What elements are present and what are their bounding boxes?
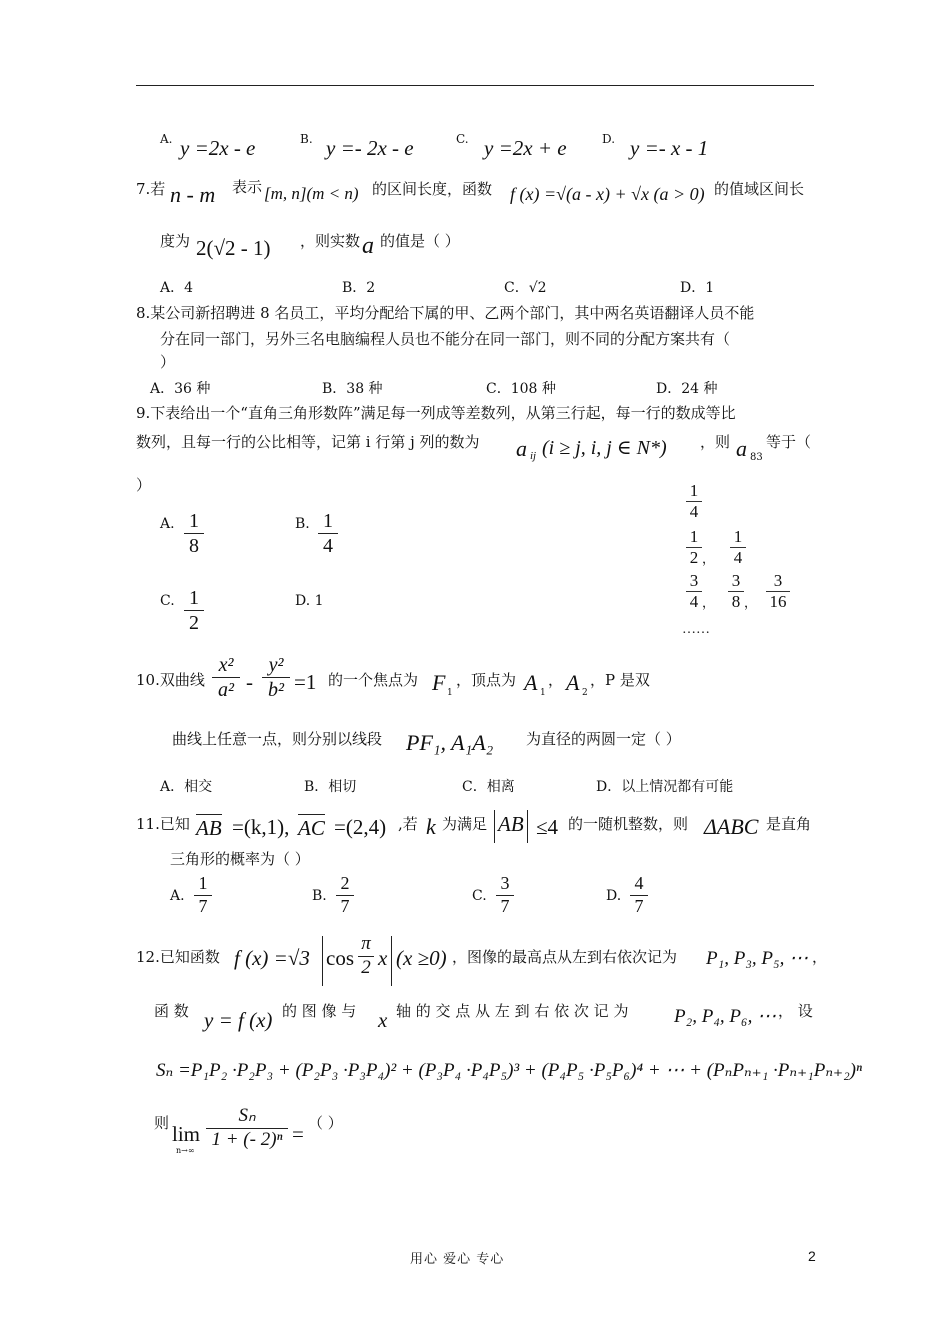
q7-number: 7.若	[136, 180, 166, 198]
q9-option-d: D. 1	[295, 593, 324, 609]
numerator: x²	[218, 654, 234, 676]
array-comma: ，	[702, 595, 716, 610]
numerator: 1	[733, 527, 743, 546]
q8-option-b: B．38 种	[322, 381, 383, 397]
q10-vertex-2-sub: 2	[582, 688, 588, 698]
denominator: 16	[769, 591, 787, 611]
array-entry-2-1	[686, 528, 702, 567]
q11-option-c-label: C.	[472, 888, 487, 904]
q8-option-c: C．108 种	[486, 381, 556, 397]
q11-option-b-fraction	[336, 874, 354, 917]
q7-option-a: A．4	[160, 280, 194, 296]
q11-text: ,若	[398, 815, 418, 833]
q12-zeros: P₂, P₄, P₆, ⋯	[674, 1006, 777, 1027]
q10-focus: F	[432, 670, 446, 695]
denominator: 7	[634, 895, 644, 916]
q8-line-2: 分在同一部门，另外三名电脑编程人员也不能分在同一部门，则不同的分配方案共有（	[160, 330, 731, 348]
denominator: 7	[500, 895, 510, 916]
q11-option-a-label: A.	[170, 888, 185, 904]
q11-bound: ≤4	[536, 815, 559, 839]
q9-condition: (i ≥ j, i, j ∈ N*)	[542, 437, 667, 459]
q7-option-c: C．√2	[504, 280, 547, 296]
q12-domain: (x ≥0)	[396, 946, 447, 970]
numerator: 1	[323, 510, 333, 532]
fraction-bar	[184, 610, 204, 611]
q9-option-a-label: A.	[160, 516, 175, 532]
header-rule	[136, 85, 814, 86]
q10-vertex-1: A	[524, 670, 538, 695]
numerator: 1	[198, 873, 208, 893]
denominator: 4	[689, 501, 699, 521]
q7-option-d: D．1	[680, 280, 715, 296]
numerator: y²	[268, 654, 284, 676]
q9-line-3: ）	[136, 476, 152, 494]
q9-text: 等于（	[766, 433, 812, 451]
q10-fraction-x	[212, 654, 240, 701]
q11-text: 为满足	[442, 815, 488, 833]
denominator: a²	[218, 679, 234, 701]
q10-text: 为直径的两圆一定（ ）	[526, 730, 681, 748]
denominator: 4	[323, 535, 333, 557]
q10-focus-sub: 1	[447, 688, 453, 698]
q10-vertex-1-sub: 1	[540, 688, 546, 698]
fraction-bar	[262, 677, 290, 678]
q11-option-d-fraction	[630, 874, 648, 917]
q10-minus: -	[246, 670, 253, 694]
q10-number: 10.双曲线	[136, 671, 205, 689]
q10-equals-one: =1	[294, 670, 317, 694]
q11-option-a-fraction	[194, 874, 212, 917]
denominator: 8	[731, 591, 741, 611]
q9-text: ，则	[700, 433, 731, 451]
numerator: 1	[689, 481, 699, 500]
abs-bar-right	[391, 936, 392, 986]
q11-text: 是直角	[766, 815, 812, 833]
denominator: 1 + (- 2)ⁿ	[211, 1128, 283, 1150]
q12-text: ，	[812, 948, 828, 966]
q6-option-a-label: A.	[160, 132, 173, 146]
numerator: Sₙ	[238, 1105, 256, 1126]
q12-number: 12.已知函数	[136, 948, 220, 966]
q8-line-1: 8.某公司新招聘进 8 名员工，平均分配给下属的甲、乙两个部门，其中两名英语翻译人员不能	[136, 304, 755, 322]
q7-text: ，则实数	[300, 232, 361, 250]
q9-a-83-sub: 83	[750, 452, 763, 463]
array-comma: ，	[744, 595, 758, 610]
q12-text: ，图像的最高点从左到右依次记为	[452, 948, 678, 966]
numerator: 3	[773, 571, 783, 590]
numerator: 3	[689, 571, 699, 590]
triangle-number-array	[680, 482, 810, 642]
q7-expr-n-m: n - m	[170, 182, 216, 207]
q6-option-d-label: D.	[602, 132, 616, 146]
q12-function: f (x) =√3	[234, 946, 310, 970]
array-entry-1-1	[686, 482, 702, 521]
q12-text: 则	[154, 1114, 170, 1132]
fraction-bar	[212, 677, 240, 678]
array-comma: ，	[702, 551, 716, 566]
abs-bar-left	[322, 936, 323, 986]
q7-var-a: a	[362, 233, 374, 259]
q6-option-a: y =2x - e	[180, 136, 256, 160]
q9-a-ij: a	[516, 436, 527, 461]
q10-segments: PF₁, A₁A₂	[406, 730, 494, 755]
denominator: b²	[268, 679, 284, 701]
q11-triangle: ΔABC	[704, 814, 759, 839]
q9-line-1: 9.下表给出一个“直角三角形数阵”满足每一列成等差数列，从第三行起，每一行的数成等比	[136, 404, 736, 422]
q12-x-axis: x	[378, 1008, 388, 1032]
q7-function: f (x) =√(a - x) + √x (a > 0)	[510, 184, 705, 204]
q7-text: 的值域区间长	[714, 180, 805, 198]
q7-text: 的值是（ ）	[380, 232, 460, 250]
footer-motto: 用心 爱心 专心	[410, 1252, 505, 1267]
q9-a-83: a	[736, 436, 747, 461]
q11-expr: =(k,1),	[232, 815, 290, 839]
q12-lim-sub: n→∞	[176, 1146, 195, 1155]
q11-option-d-label: D.	[606, 888, 622, 904]
q8-line-3: ）	[160, 353, 176, 371]
q10-text: ，顶点为	[456, 671, 517, 689]
q12-text: 轴 的 交 点 从 左 到 右 依 次 记 为	[396, 1002, 629, 1020]
q12-var-x: x	[378, 946, 388, 970]
q10-option-b: B．相切	[304, 779, 357, 795]
q7-length: 2(√2 - 1)	[196, 236, 271, 260]
denominator: 8	[189, 535, 199, 557]
denominator: 2	[689, 547, 699, 567]
q12-text: ， 设	[778, 1002, 813, 1020]
q9-option-c-fraction	[184, 587, 204, 634]
fraction-bar	[184, 533, 204, 534]
q12-y-fx: y = f (x)	[204, 1008, 273, 1032]
q11-text: 的一随机整数，则	[568, 815, 689, 833]
q10-option-a: A．相交	[160, 779, 213, 795]
array-ellipsis: ……	[682, 622, 710, 637]
array-entry-3-1	[686, 572, 702, 611]
q12-cos: cos	[326, 946, 354, 970]
q6-option-b-label: B.	[300, 132, 313, 146]
q12-text: 的 图 像 与	[282, 1002, 357, 1020]
q12-sn-formula: Sₙ =P₁P₂ ·P₂P₃ + (P₂P₃ ·P₃P₄)² + (P₃P₄ ·P₄P₅)³ + (P₄P₅ ·P₅P₆)⁴ + ⋯ + (PₙPₙ₊₁ ·Pₙ₊₁Pₙ₊₂)ⁿ	[156, 1060, 862, 1081]
numerator: 1	[189, 510, 199, 532]
denominator: 7	[340, 895, 350, 916]
q7-text: 度为	[160, 232, 191, 250]
q11-abs-vector-ab: AB	[494, 810, 528, 843]
q12-pi-over-2	[358, 934, 374, 979]
q11-vector-ab: AB	[196, 816, 222, 840]
q9-line-2: 数列，且每一行的公比相等，记第 i 行第 j 列的数为	[136, 433, 480, 451]
q9-option-b-fraction	[318, 510, 338, 557]
q10-text: 的一个焦点为	[328, 671, 419, 689]
q12-equals: =	[292, 1122, 304, 1146]
q6-option-c: y =2x + e	[484, 136, 567, 160]
q10-line-2: 曲线上任意一点，则分别以线段	[172, 730, 383, 748]
q6-option-d: y =- x - 1	[630, 136, 709, 160]
q11-var-k: k	[426, 814, 436, 839]
q12-line-2: 函 数	[154, 1002, 189, 1020]
numerator: 1	[689, 527, 699, 546]
page-number: 2	[808, 1248, 816, 1264]
denominator: 2	[189, 612, 199, 634]
q11-option-c-fraction	[496, 874, 514, 917]
denominator: 4	[733, 547, 743, 567]
q6-option-b: y =- 2x - e	[326, 136, 414, 160]
q7-option-b: B．2	[342, 280, 376, 296]
q9-a-ij-sub: ij	[530, 450, 537, 462]
numerator: 3	[731, 571, 741, 590]
numerator: π	[361, 933, 371, 954]
q11-expr: =(2,4)	[334, 815, 387, 839]
q7-text: 的区间长度，函数	[372, 180, 493, 198]
q9-option-c-label: C.	[160, 593, 175, 609]
q10-fraction-y	[262, 654, 290, 701]
denominator: 7	[198, 895, 208, 916]
denominator: 2	[361, 956, 371, 978]
q11-line-2: 三角形的概率为（ ）	[170, 850, 310, 868]
numerator: 4	[634, 873, 644, 893]
numerator: 1	[189, 587, 199, 609]
array-entry-3-2	[728, 572, 744, 611]
q8-option-d: D．24 种	[656, 381, 718, 397]
array-entry-3-3	[766, 572, 790, 611]
q12-lim: lim	[172, 1122, 201, 1146]
q6-option-c-label: C.	[456, 132, 469, 146]
q12-text: （ ）	[308, 1114, 343, 1132]
q9-option-b-label: B.	[295, 516, 310, 532]
q9-option-a-fraction	[184, 510, 204, 557]
denominator: 4	[689, 591, 699, 611]
numerator: 3	[500, 873, 510, 893]
q10-option-d: D．以上情况都有可能	[596, 779, 734, 795]
q7-interval: [m, n](m < n)	[264, 184, 359, 203]
q10-text: ，P 是双	[590, 671, 650, 689]
q10-vertex-2: A	[566, 670, 580, 695]
array-entry-2-2	[730, 528, 746, 567]
fraction-bar	[318, 533, 338, 534]
q10-comma: ，	[548, 671, 564, 689]
q8-option-a: A．36 种	[150, 381, 211, 397]
q12-limit-fraction	[206, 1106, 288, 1151]
q10-option-c: C．相离	[462, 779, 515, 795]
q11-option-b-label: B.	[312, 888, 327, 904]
q12-maxima: P₁, P₃, P₅, ⋯	[706, 948, 809, 969]
q11-vector-ac: AC	[298, 816, 325, 840]
q7-text: 表示	[232, 178, 263, 196]
numerator: 2	[340, 873, 350, 893]
q11-number: 11.已知	[136, 815, 190, 833]
